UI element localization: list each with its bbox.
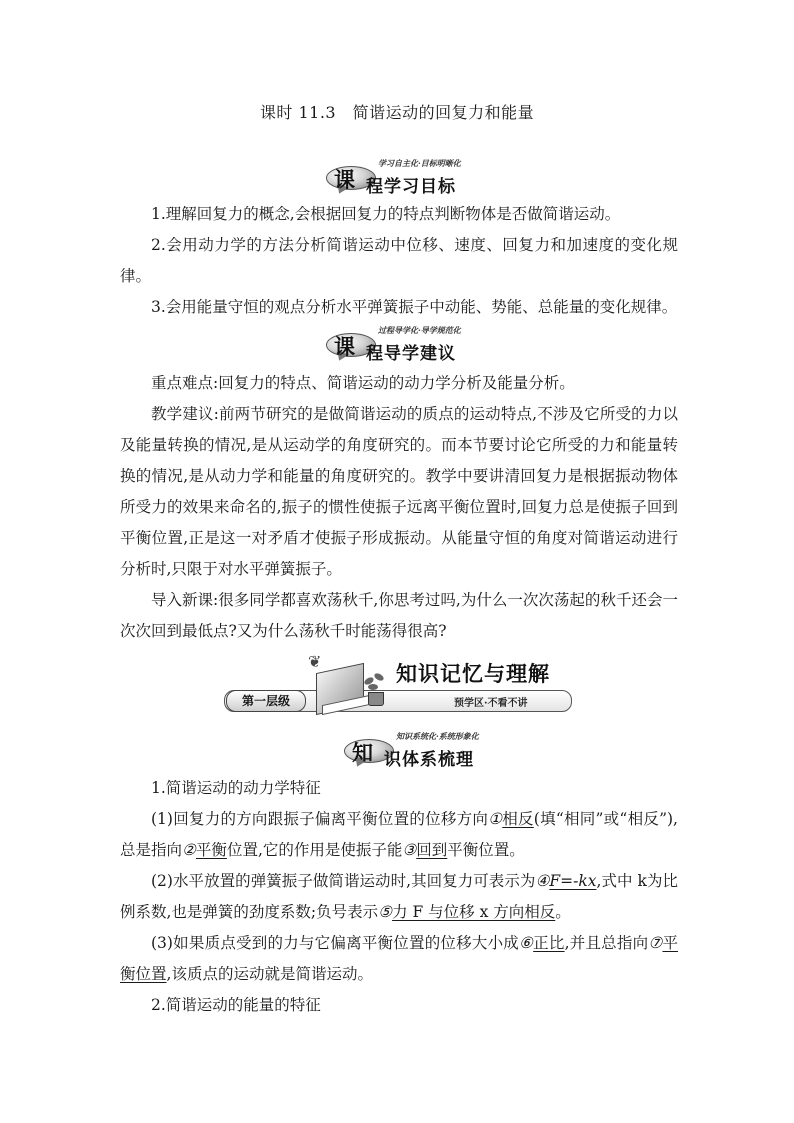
section-tagline: 过程导学化·导学规范化 bbox=[378, 325, 461, 335]
answer-blank: 平衡 bbox=[195, 841, 227, 859]
plant-icon bbox=[364, 670, 386, 704]
page-title: 课时 11.3 简谐运动的回复力和能量 bbox=[259, 103, 535, 122]
answer-blank: 回到 bbox=[416, 841, 448, 859]
answer-blank: 相反 bbox=[502, 810, 534, 828]
subheading-energy: 2.简谐运动的能量的特征 bbox=[151, 996, 321, 1014]
banner-heading: 知识记忆与理解 bbox=[396, 662, 550, 686]
section-heading-goals bbox=[326, 160, 476, 200]
answer-blank: 力 F 与位移 x 方向相反 bbox=[392, 903, 556, 921]
subheading-dynamics: 1.简谐运动的动力学特征 bbox=[151, 779, 321, 797]
goal-3: 3.会用能量守恒的观点分析水平弹簧振子中动能、势能、总能量的变化规律。 bbox=[151, 298, 678, 316]
section-tagline: 知识系统化·系统形象化 bbox=[396, 731, 479, 741]
paragraph-shm-condition: (3)如果质点受到的力与它偏离平衡位置的位移大小成⑥正比,并且总指向⑦平衡位置,该质点的运动就是简谐运动。 bbox=[120, 934, 678, 983]
banner-subtitle: 预学区·不看不讲 bbox=[454, 698, 528, 709]
section-title: 程学习目标 bbox=[366, 177, 456, 197]
goal-1: 1.理解回复力的概念,会根据回复力的特点判断物体是否做简谐运动。 bbox=[151, 205, 621, 223]
section-initial: 课 bbox=[334, 335, 355, 359]
level-badge: 第一层级 bbox=[226, 690, 306, 712]
section-title: 程导学建议 bbox=[366, 344, 456, 364]
level-banner bbox=[224, 654, 572, 720]
section-heading-advice bbox=[326, 327, 476, 367]
book-icon bbox=[316, 662, 370, 710]
answer-blank: 平衡位置 bbox=[120, 934, 678, 983]
lesson-intro: 导入新课:很多同学都喜欢荡秋千,你思考过吗,为什么一次次荡起的秋千还会一次次回到最低点?又为什么荡秋千时能荡得很高? bbox=[120, 591, 678, 640]
section-initial: 知 bbox=[352, 741, 373, 765]
answer-blank: F=-kx bbox=[549, 872, 597, 890]
paragraph-restoring-force: (1)回复力的方向跟振子偏离平衡位置的位移方向①相反(填“相同”或“相反”),总是指向②平衡位置,它的作用是使振子能③回到平衡位置。 bbox=[120, 810, 678, 859]
key-points: 重点难点:回复力的特点、简谐运动的动力学分析及能量分析。 bbox=[151, 374, 575, 392]
goal-2: 2.会用动力学的方法分析简谐运动中位移、速度、回复力和加速度的变化规律。 bbox=[120, 236, 678, 285]
section-heading-system bbox=[344, 733, 494, 773]
section-initial: 课 bbox=[334, 168, 355, 192]
section-title: 识体系梳理 bbox=[384, 750, 474, 770]
teaching-advice: 教学建议:前两节研究的是做简谐运动的质点的运动特点,不涉及它所受的力以及能量转换的情况,是从运动学的角度研究的。而本节要讨论它所受的力和能量转换的情况,是从动力学和能量的角度研究的。教学中要讲清回复力是根据振动物体所受力的效果来命名的,振子的惯性使振子远离平衡位置时,回复力总是使振子回到平衡位置,正是这一对矛盾才使振子形成振动。从能量守恒的角度对简谐运动进行分析时,只限于对水平弹簧振子。 bbox=[120, 405, 678, 578]
section-tagline: 学习自主化·目标明晰化 bbox=[378, 158, 461, 168]
answer-blank: 正比 bbox=[533, 934, 565, 952]
paragraph-spring-oscillator: (2)水平放置的弹簧振子做简谐运动时,其回复力可表示为④F=-kx,式中 k为比例系数,也是弹簧的劲度系数;负号表示⑤力 F 与位移 x 方向相反。 bbox=[120, 872, 678, 921]
butterfly-icon: ❦ bbox=[308, 652, 322, 671]
